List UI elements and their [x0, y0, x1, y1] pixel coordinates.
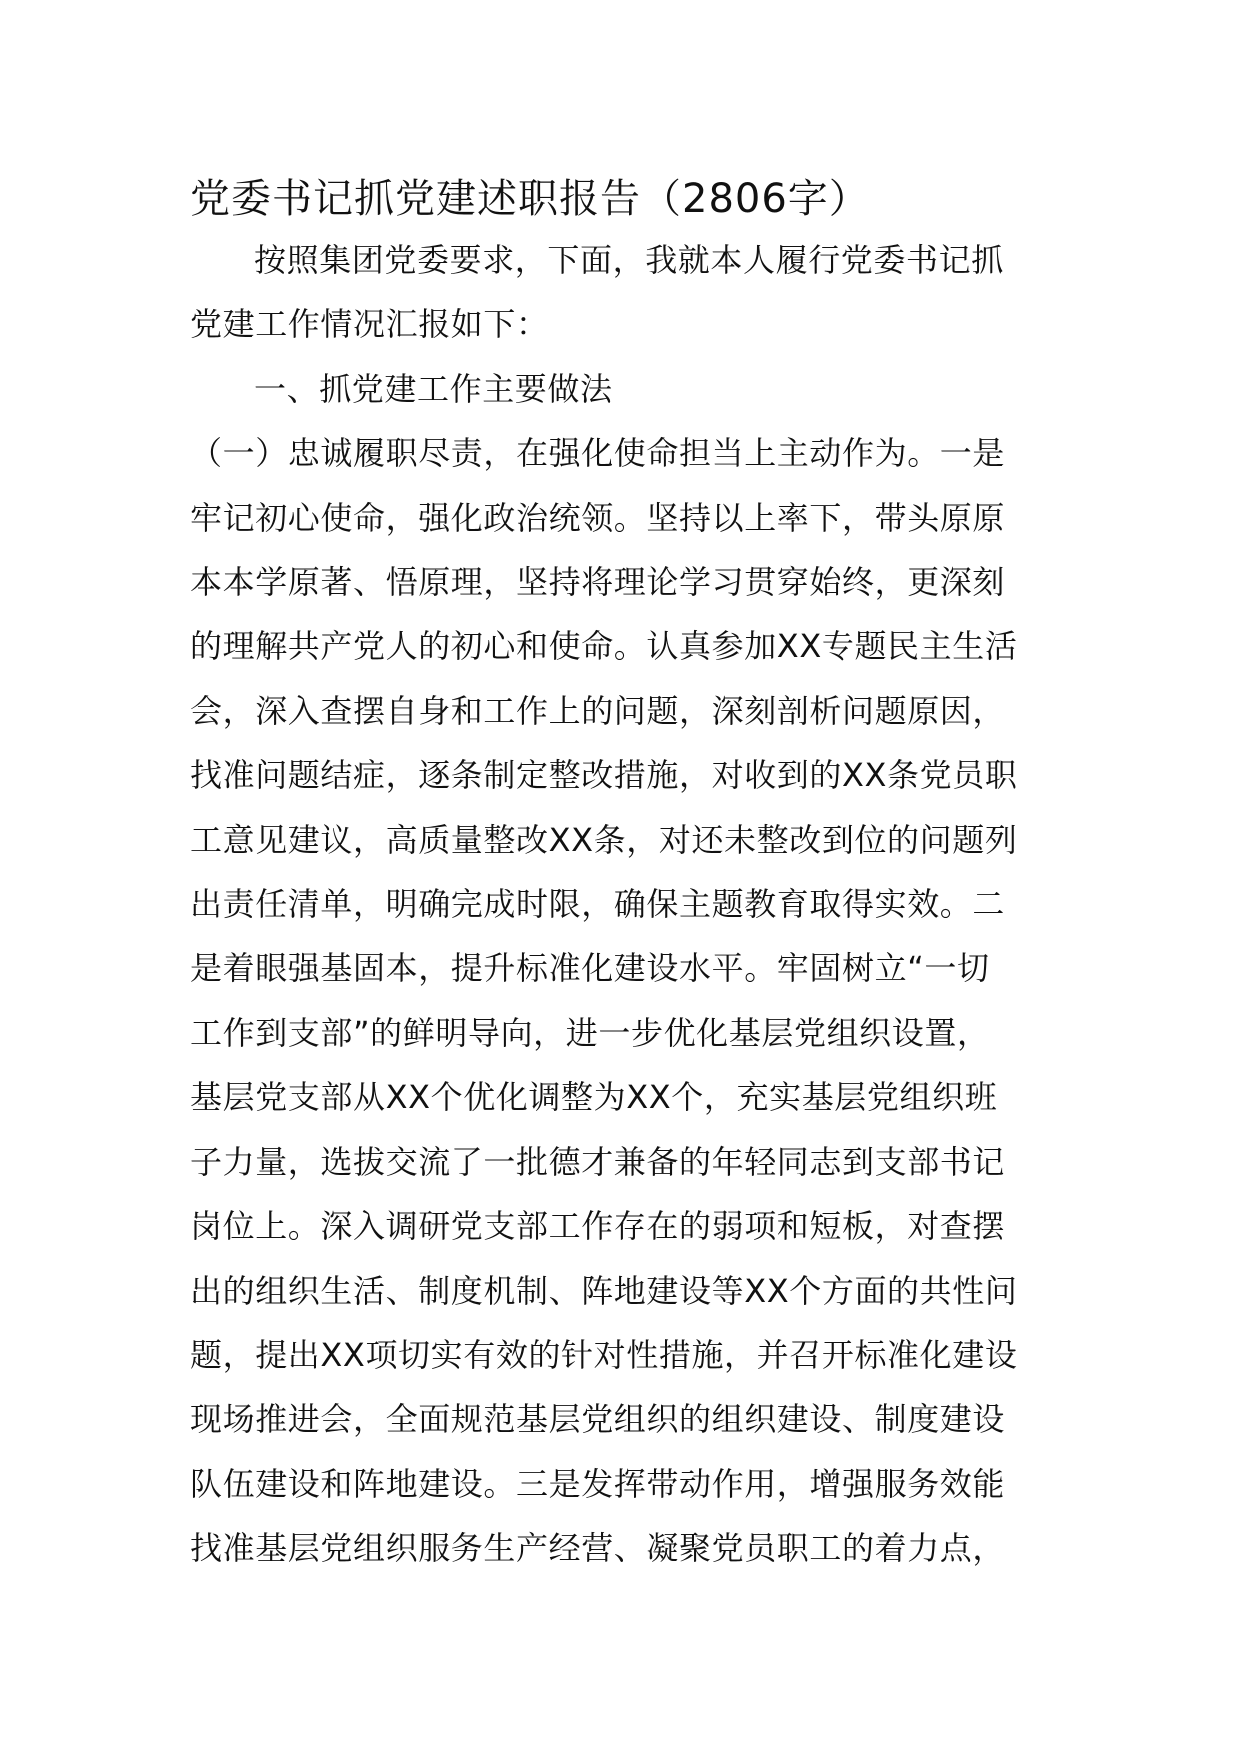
paragraph-line-4: （一）忠诚履职尽责，在强化使命担当上主动作为。一是 [190, 434, 1006, 473]
paragraph-line-20: 队伍建设和阵地建设。三是发挥带动作用，增强服务效能 [190, 1464, 1006, 1503]
paragraph-line-1: 按照集团党委要求，下面，我就本人履行党委书记抓 [254, 241, 1004, 279]
paragraph-line-19: 现场推进会，全面规范基层党组织的组织建设、制度建设 [190, 1400, 1006, 1439]
paragraph-line-10: 工意见建议，高质量整改XX条，对还未整改到位的问题列 [190, 820, 1018, 859]
paragraph-line-12: 是着眼强基固本，提升标准化建设水平。牢固树立“一切 [190, 949, 990, 988]
paragraph-line-16: 岗位上。深入调研党支部工作存在的弱项和短板，对查摆 [190, 1207, 1006, 1246]
paragraph-line-11: 出责任清单，明确完成时限，确保主题教育取得实效。二 [190, 885, 1006, 924]
paragraph-line-9: 找准问题结症，逐条制定整改措施，对收到的XX条党员职 [190, 756, 1018, 795]
paragraph-line-2: 党建工作情况汇报如下： [190, 305, 549, 344]
paragraph-line-14: 基层党支部从XX个优化调整为XX个，充实基层党组织班 [190, 1078, 998, 1117]
section-heading: 一、抓党建工作主要做法 [254, 369, 613, 408]
paragraph-line-8: 会，深入查摆自身和工作上的问题，深刻剖析问题原因， [190, 691, 1006, 730]
paragraph-line-5: 牢记初心使命，强化政治统领。坚持以上率下，带头原原 [190, 498, 1006, 537]
paragraph-line-6: 本本学原著、悟原理，坚持将理论学习贯穿始终，更深刻 [190, 563, 1006, 602]
paragraph-line-7: 的理解共产党人的初心和使命。认真参加XX专题民主生活 [190, 627, 1018, 666]
paragraph-line-17: 出的组织生活、制度机制、阵地建设等XX个方面的共性问 [190, 1271, 1018, 1310]
paragraph-line-21: 找准基层党组织服务生产经营、凝聚党员职工的着力点， [190, 1529, 1006, 1568]
paragraph-line-13: 工作到支部”的鲜明导向，进一步优化基层党组织设置， [190, 1013, 990, 1052]
paragraph-line-15: 子力量，选拔交流了一批德才兼备的年轻同志到支部书记 [190, 1142, 1006, 1181]
paragraph-line-18: 题，提出XX项切实有效的针对性措施，并召开标准化建设 [190, 1335, 1018, 1374]
document-title: 党委书记抓党建述职报告（2806字） [190, 176, 870, 222]
document-body [190, 168, 1060, 1581]
